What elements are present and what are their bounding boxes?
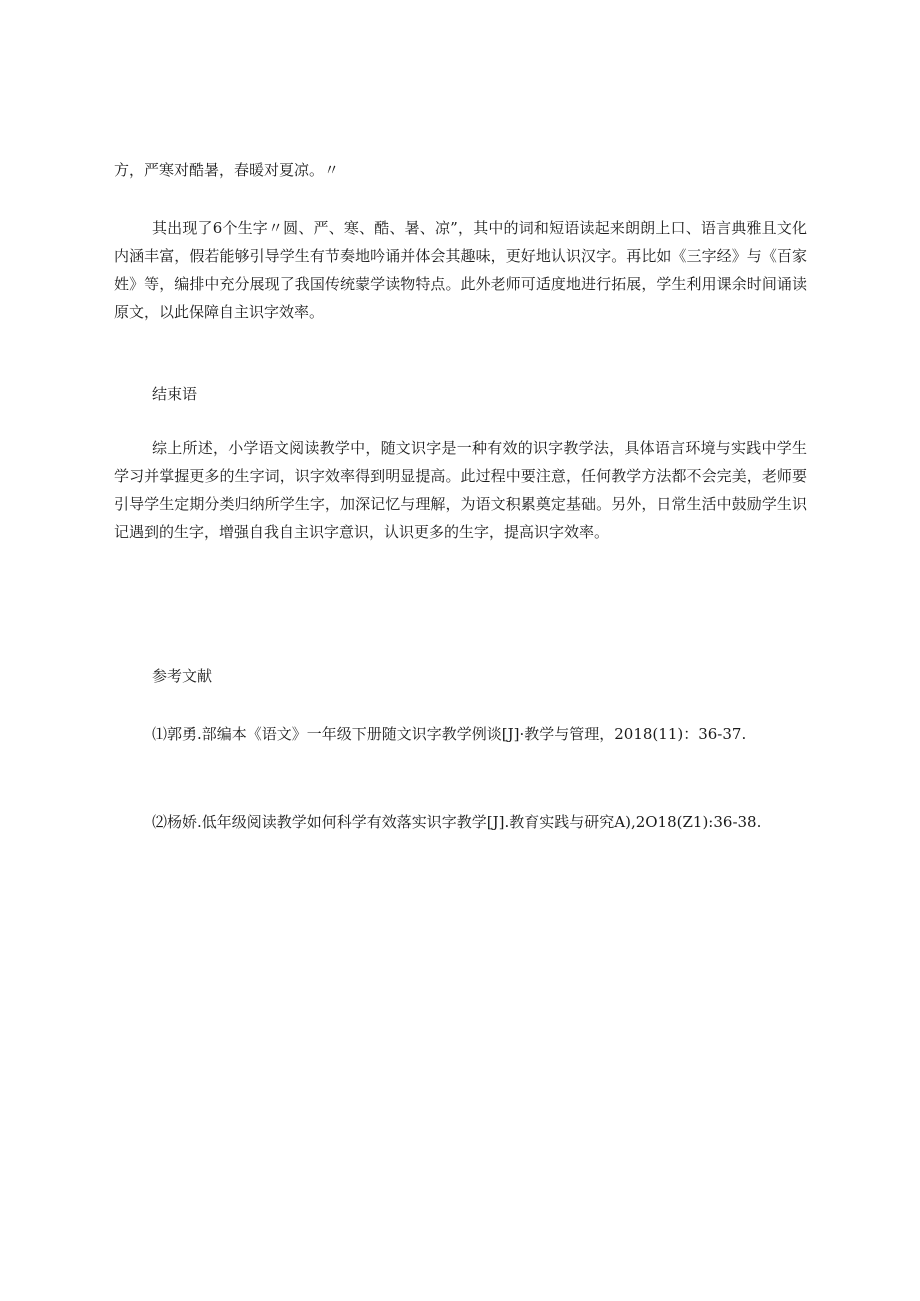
paragraph-conclusion: 综上所述，小学语文阅读教学中，随文识字是一种有效的识字教学法，具体语言环境与实践中学生学习并掌握更多的生字词，识字效率得到明显提高。此过程中要注意，任何教学方法都不会完美，老师要引导学生定期分类归纳所学生字，加深记忆与理解，为语文积累奠定基础。另外，日常生活中鼓励学生识记遇到的生字，增强自我自主识字意识，认识更多的生字，提高识字效率。 (114, 439, 807, 541)
reference-item-2: ⑵杨娇.低年级阅读教学如何科学有效落实识字教学[J].教育实践与研究A),2O18(Z1):36-38. (152, 813, 762, 831)
paragraph-continuation: 方，严寒对酷暑，春暖对夏凉。〃 (114, 161, 340, 179)
reference-item-1: ⑴郭勇.部编本《语文》一年级下册随文识字教学例谈[J]·教学与管理，2018(11)：36-37. (152, 725, 747, 743)
paragraph-poem-analysis: 其出现了6个生字〃圆、严、寒、酷、暑、凉”，其中的词和短语读起来朗朗上口、语言典雅且文化内涵丰富，假若能够引导学生有节奏地吟诵并体会其趣味，更好地认识汉字。再比如《三字经》与《百家姓》等，编排中充分展现了我国传统蒙学读物特点。此外老师可适度地进行拓展，学生利用课余时间诵读原文，以此保障自主识字效率。 (114, 219, 807, 321)
conclusion-heading: 结束语 (152, 385, 198, 403)
references-heading: 参考文献 (152, 667, 213, 685)
